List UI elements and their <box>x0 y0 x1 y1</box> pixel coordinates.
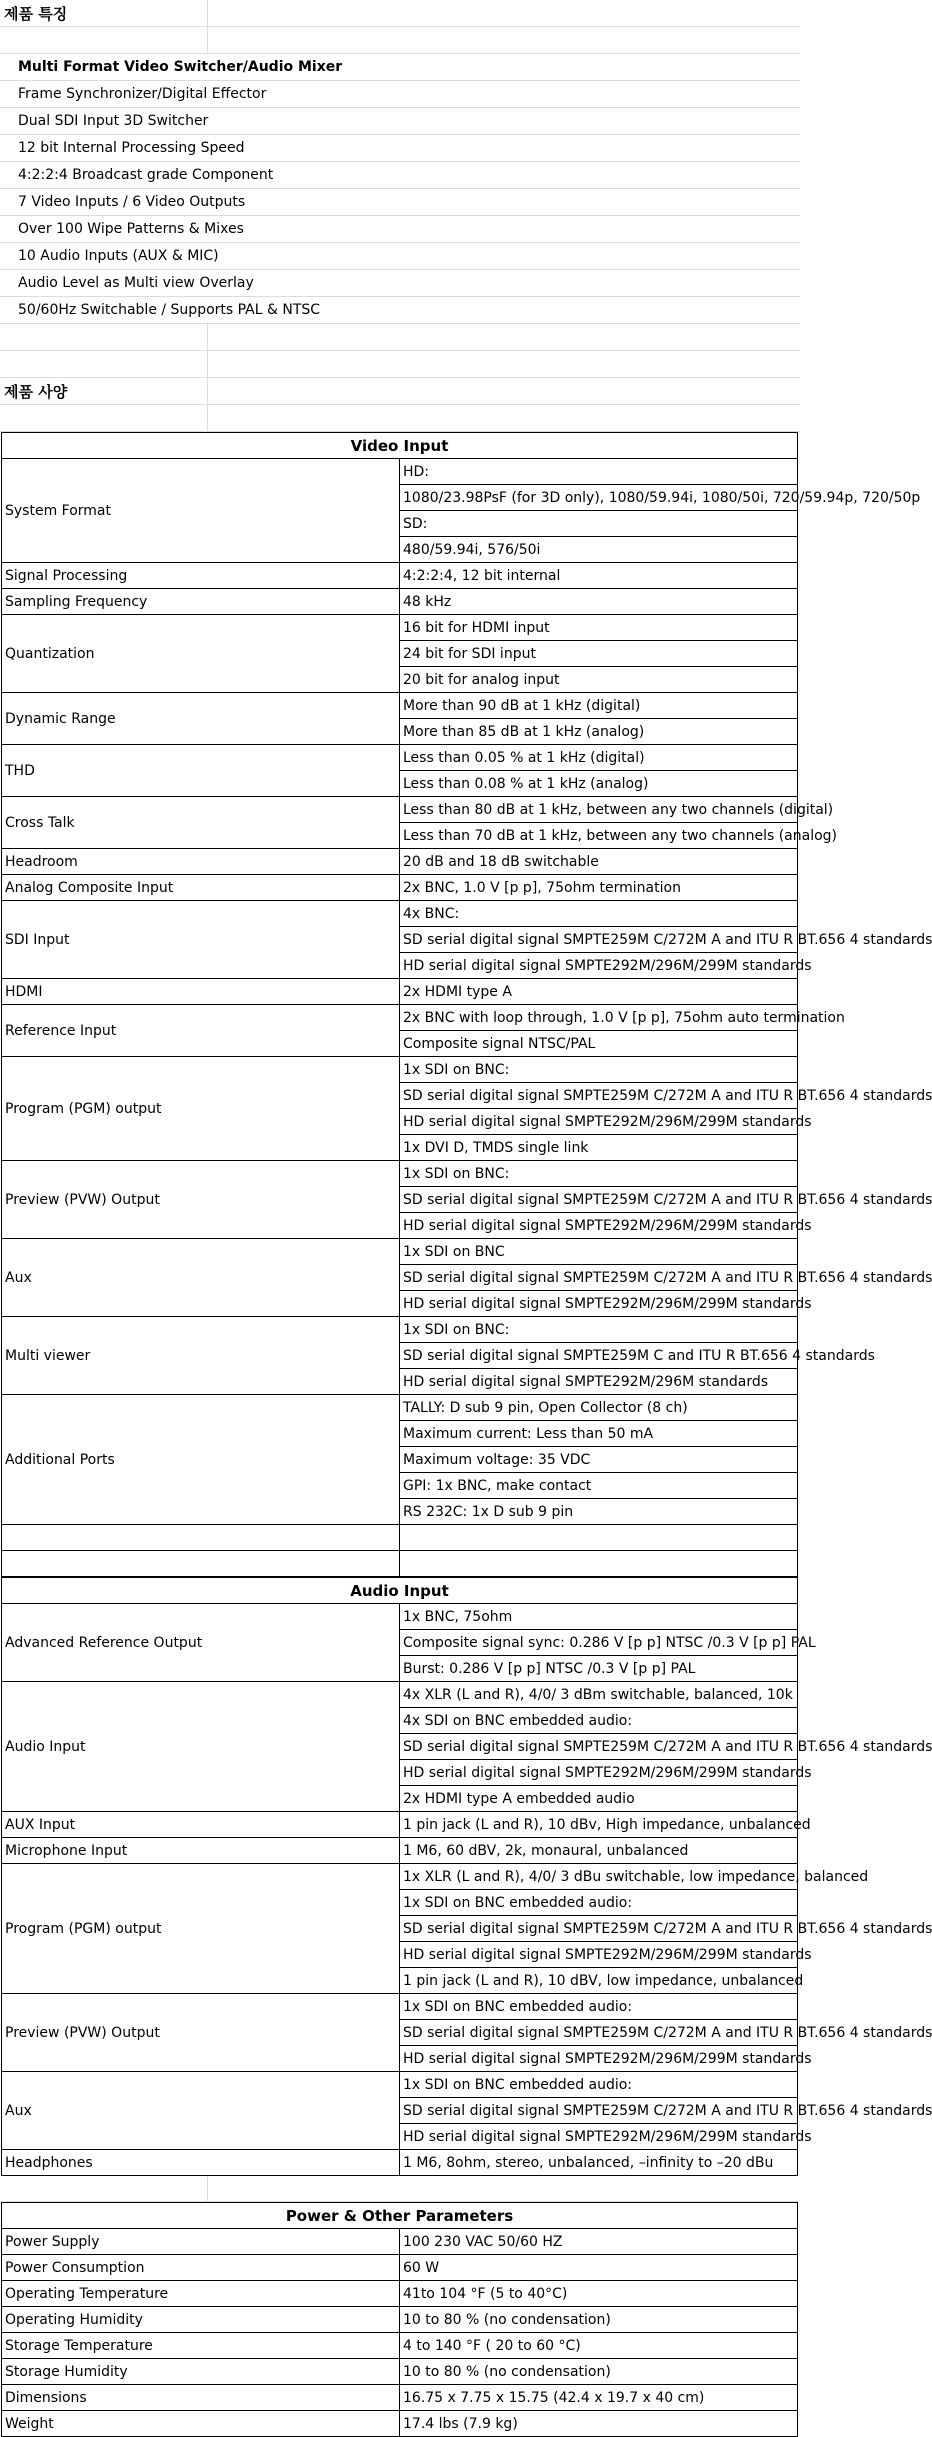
spec-row <box>2 2359 798 2385</box>
spec-value: 1x DVI D, TMDS single link <box>400 1135 798 1161</box>
spec-row <box>2 2072 798 2098</box>
spec-label: Signal Processing <box>2 563 400 589</box>
spec-row <box>2 693 798 719</box>
feature-item-blank <box>208 108 801 135</box>
features-spacer-text <box>0 405 208 432</box>
features-title-text: 제품 특징 <box>0 0 208 27</box>
features-spacer-blank <box>208 351 801 378</box>
spec-value: Less than 80 dB at 1 kHz, between any two channels (digital) <box>400 797 798 823</box>
spec-value: Less than 70 dB at 1 kHz, between any two channels (analog) <box>400 823 798 849</box>
features-spacer <box>0 324 800 351</box>
spec-row <box>2 2281 798 2307</box>
spec-value: 4x BNC: <box>400 901 798 927</box>
feature-item-text: Over 100 Wipe Patterns & Mixes <box>0 216 208 243</box>
spec-label: Additional Ports <box>2 1395 400 1525</box>
spec-value: HD serial digital signal SMPTE292M/296M/299M standards <box>400 2046 798 2072</box>
features-spacer-blank <box>208 27 801 54</box>
feature-item-blank <box>208 216 801 243</box>
spec-value: 1 M6, 60 dBV, 2k, monaural, unbalanced <box>400 1838 798 1864</box>
feature-item-text: Frame Synchronizer/Digital Effector <box>0 81 208 108</box>
spec-label: Dynamic Range <box>2 693 400 745</box>
spec-value: 1x SDI on BNC: <box>400 1317 798 1343</box>
spec-value: 10 to 80 % (no condensation) <box>400 2307 798 2333</box>
spec-value: SD serial digital signal SMPTE259M C/272M A and ITU R BT.656 4 standards <box>400 2020 798 2046</box>
spec-value: SD serial digital signal SMPTE259M C/272M A and ITU R BT.656 4 standards <box>400 927 798 953</box>
spec-value: Less than 0.08 % at 1 kHz (analog) <box>400 771 798 797</box>
blank-row <box>2 1551 798 1577</box>
spec-value: 4x SDI on BNC embedded audio: <box>400 1708 798 1734</box>
video-input-table <box>1 432 932 1577</box>
spec-row <box>2 875 798 901</box>
spec-value: 2x HDMI type A embedded audio <box>400 1786 798 1812</box>
spec-row <box>2 979 798 1005</box>
spec-value: 1x XLR (L and R), 4/0/ 3 dBu switchable, low impedance, balanced <box>400 1864 798 1890</box>
spec-row <box>2 615 798 641</box>
feature-item <box>0 297 800 324</box>
spec-value: Composite signal sync: 0.286 V [p p] NTSC /0.3 V [p p] PAL <box>400 1630 798 1656</box>
spec-value: 4 to 140 °F ( 20 to 60 °C) <box>400 2333 798 2359</box>
spec-label: System Format <box>2 459 400 563</box>
spec-value: Maximum voltage: 35 VDC <box>400 1447 798 1473</box>
spec-value: Burst: 0.286 V [p p] NTSC /0.3 V [p p] PAL <box>400 1656 798 1682</box>
feature-item <box>0 54 800 81</box>
spec-value: HD serial digital signal SMPTE292M/296M standards <box>400 1369 798 1395</box>
spec-label: Quantization <box>2 615 400 693</box>
feature-item <box>0 270 800 297</box>
audio_input-heading: Audio Input <box>2 1578 798 1604</box>
features-spacer-blank <box>208 324 801 351</box>
spec-label: Headroom <box>2 849 400 875</box>
spec-label: Aux <box>2 1239 400 1317</box>
features-spacer-text <box>0 27 208 54</box>
spec-value: GPI: 1x BNC, make contact <box>400 1473 798 1499</box>
feature-item <box>0 162 800 189</box>
spec-value: 100 230 VAC 50/60 HZ <box>400 2229 798 2255</box>
blank-cell <box>2 1525 400 1551</box>
spacer-table <box>0 2176 800 2202</box>
spec-label: Reference Input <box>2 1005 400 1057</box>
spec-value: Less than 0.05 % at 1 kHz (digital) <box>400 745 798 771</box>
feature-item-text: 12 bit Internal Processing Speed <box>0 135 208 162</box>
spec-value: 17.4 lbs (7.9 kg) <box>400 2411 798 2437</box>
specs-title-blank <box>208 378 801 405</box>
spec-row <box>2 1317 798 1343</box>
spec-label: SDI Input <box>2 901 400 979</box>
spec-label: Program (PGM) output <box>2 1864 400 1994</box>
spec-label: THD <box>2 745 400 797</box>
feature-item <box>0 216 800 243</box>
feature-item-blank <box>208 81 801 108</box>
spec-label: Preview (PVW) Output <box>2 1994 400 2072</box>
feature-item <box>0 243 800 270</box>
spec-row <box>2 2255 798 2281</box>
spec-value: SD serial digital signal SMPTE259M C/272M A and ITU R BT.656 4 standards <box>400 1083 798 1109</box>
spec-row <box>2 2307 798 2333</box>
spec-label: Sampling Frequency <box>2 589 400 615</box>
spec-row <box>2 2333 798 2359</box>
spec-row <box>2 1395 798 1421</box>
features-spacer-text <box>0 324 208 351</box>
spec-value: 16 bit for HDMI input <box>400 615 798 641</box>
spec-label: Weight <box>2 2411 400 2437</box>
spec-row <box>2 1682 798 1708</box>
power-heading-row <box>2 2203 798 2229</box>
features-spacer-blank <box>208 405 801 432</box>
spec-value: 24 bit for SDI input <box>400 641 798 667</box>
video_input-heading: Video Input <box>2 433 798 459</box>
spec-value: 4x XLR (L and R), 4/0/ 3 dBm switchable, balanced, 10k <box>400 1682 798 1708</box>
feature-item <box>0 189 800 216</box>
spec-row <box>2 849 798 875</box>
spec-value: 2x BNC, 1.0 V [p p], 75ohm termination <box>400 875 798 901</box>
feature-item-text: 7 Video Inputs / 6 Video Outputs <box>0 189 208 216</box>
spec-value: HD serial digital signal SMPTE292M/296M/299M standards <box>400 953 798 979</box>
spec-row <box>2 745 798 771</box>
spec-value: 480/59.94i, 576/50i <box>400 537 798 563</box>
feature-item-text: 10 Audio Inputs (AUX & MIC) <box>0 243 208 270</box>
feature-item-text: Multi Format Video Switcher/Audio Mixer <box>0 54 208 81</box>
features-spacer <box>0 27 800 54</box>
spec-value: More than 90 dB at 1 kHz (digital) <box>400 693 798 719</box>
spec-value: 1x SDI on BNC embedded audio: <box>400 1890 798 1916</box>
spec-value: SD serial digital signal SMPTE259M C/272M A and ITU R BT.656 4 standards <box>400 1734 798 1760</box>
spec-value: 48 kHz <box>400 589 798 615</box>
specs-title-text: 제품 사양 <box>0 378 208 405</box>
spec-label: Operating Temperature <box>2 2281 400 2307</box>
spec-row <box>2 459 798 485</box>
features-spacer <box>0 405 800 432</box>
spec-row <box>2 1604 798 1630</box>
spec-value: TALLY: D sub 9 pin, Open Collector (8 ch) <box>400 1395 798 1421</box>
spec-value: SD serial digital signal SMPTE259M C and ITU R BT.656 4 standards <box>400 1343 798 1369</box>
spec-value: 20 bit for analog input <box>400 667 798 693</box>
feature-item-blank <box>208 135 801 162</box>
spec-label: Power Consumption <box>2 2255 400 2281</box>
blank-cell <box>400 1525 798 1551</box>
spec-value: Composite signal NTSC/PAL <box>400 1031 798 1057</box>
features-title-blank <box>208 0 801 27</box>
spec-value: More than 85 dB at 1 kHz (analog) <box>400 719 798 745</box>
spec-value: HD serial digital signal SMPTE292M/296M/299M standards <box>400 1213 798 1239</box>
spec-value: Maximum current: Less than 50 mA <box>400 1421 798 1447</box>
spec-row <box>2 797 798 823</box>
spec-row <box>2 2411 798 2437</box>
spec-value: 1x SDI on BNC: <box>400 1057 798 1083</box>
feature-item-text: 50/60Hz Switchable / Supports PAL & NTSC <box>0 297 208 324</box>
feature-item-blank <box>208 270 801 297</box>
spec-row <box>2 1005 798 1031</box>
features-table <box>0 0 800 432</box>
spec-value: SD serial digital signal SMPTE259M C/272M A and ITU R BT.656 4 standards <box>400 1187 798 1213</box>
feature-item-text: 4:2:2:4 Broadcast grade Component <box>0 162 208 189</box>
power-table <box>1 2202 798 2437</box>
blank-cell <box>2 1551 400 1577</box>
spec-value: 20 dB and 18 dB switchable <box>400 849 798 875</box>
spec-label: Audio Input <box>2 1682 400 1812</box>
spec-label: HDMI <box>2 979 400 1005</box>
spec-row <box>2 901 798 927</box>
spec-value: 10 to 80 % (no condensation) <box>400 2359 798 2385</box>
spec-label: Preview (PVW) Output <box>2 1161 400 1239</box>
spec-value: HD serial digital signal SMPTE292M/296M/299M standards <box>400 2124 798 2150</box>
spec-row <box>2 1161 798 1187</box>
spec-value: 1x SDI on BNC embedded audio: <box>400 2072 798 2098</box>
spec-row <box>2 1239 798 1265</box>
spec-label: Multi viewer <box>2 1317 400 1395</box>
spec-value: SD serial digital signal SMPTE259M C/272M A and ITU R BT.656 4 standards <box>400 1265 798 1291</box>
spec-label: Advanced Reference Output <box>2 1604 400 1682</box>
spec-row <box>2 1864 798 1890</box>
spec-value: SD serial digital signal SMPTE259M C/272M A and ITU R BT.656 4 standards <box>400 2098 798 2124</box>
power-heading: Power & Other Parameters <box>2 2203 798 2229</box>
spec-value: SD: <box>400 511 798 537</box>
spec-label: Storage Humidity <box>2 2359 400 2385</box>
features-title <box>0 0 800 27</box>
spec-row <box>2 2385 798 2411</box>
feature-item-blank <box>208 189 801 216</box>
spec-value: 4:2:2:4, 12 bit internal <box>400 563 798 589</box>
video_input-heading-row <box>2 433 798 459</box>
spec-value: 1 pin jack (L and R), 10 dBV, low impedance, unbalanced <box>400 1968 798 1994</box>
spec-value: 1x BNC, 75ohm <box>400 1604 798 1630</box>
spec-label: Dimensions <box>2 2385 400 2411</box>
spec-value: 2x BNC with loop through, 1.0 V [p p], 75ohm auto termination <box>400 1005 798 1031</box>
spec-value: 1 pin jack (L and R), 10 dBv, High impedance, unbalanced <box>400 1812 798 1838</box>
spec-value: 41to 104 °F (5 to 40°C) <box>400 2281 798 2307</box>
features-spacer-text <box>0 351 208 378</box>
spec-row <box>2 1994 798 2020</box>
feature-item-text: Audio Level as Multi view Overlay <box>0 270 208 297</box>
spec-label: Cross Talk <box>2 797 400 849</box>
feature-item <box>0 108 800 135</box>
spec-label: Analog Composite Input <box>2 875 400 901</box>
spec-value: HD serial digital signal SMPTE292M/296M/299M standards <box>400 1291 798 1317</box>
spec-value: 60 W <box>400 2255 798 2281</box>
feature-item-blank <box>208 162 801 189</box>
blank-cell <box>400 1551 798 1577</box>
spec-label: Program (PGM) output <box>2 1057 400 1161</box>
spec-label: Power Supply <box>2 2229 400 2255</box>
spec-value: RS 232C: 1x D sub 9 pin <box>400 1499 798 1525</box>
spec-label: Aux <box>2 2072 400 2150</box>
features-spacer <box>0 351 800 378</box>
spec-row <box>2 1838 798 1864</box>
feature-item-blank <box>208 243 801 270</box>
spec-value: 2x HDMI type A <box>400 979 798 1005</box>
spec-value: 1x SDI on BNC embedded audio: <box>400 1994 798 2020</box>
spec-value: HD: <box>400 459 798 485</box>
spec-row <box>2 2229 798 2255</box>
spec-value: 1080/23.98PsF (for 3D only), 1080/59.94i, 1080/50i, 720/59.94p, 720/50p <box>400 485 798 511</box>
spec-label: Microphone Input <box>2 1838 400 1864</box>
spec-row <box>2 1057 798 1083</box>
audio-input-table <box>1 1577 932 2176</box>
feature-item-text: Dual SDI Input 3D Switcher <box>0 108 208 135</box>
audio_input-heading-row <box>2 1578 798 1604</box>
spec-value: HD serial digital signal SMPTE292M/296M/299M standards <box>400 1942 798 1968</box>
spec-value: 1 M6, 8ohm, stereo, unbalanced, –infinity to –20 dBu <box>400 2150 798 2176</box>
spec-value: SD serial digital signal SMPTE259M C/272M A and ITU R BT.656 4 standards <box>400 1916 798 1942</box>
spec-value: HD serial digital signal SMPTE292M/296M/299M standards <box>400 1109 798 1135</box>
spec-value: HD serial digital signal SMPTE292M/296M/299M standards <box>400 1760 798 1786</box>
spec-label: Storage Temperature <box>2 2333 400 2359</box>
feature-item <box>0 135 800 162</box>
feature-item <box>0 81 800 108</box>
spec-row <box>2 563 798 589</box>
spec-value: 16.75 x 7.75 x 15.75 (42.4 x 19.7 x 40 cm) <box>400 2385 798 2411</box>
spec-label: Headphones <box>2 2150 400 2176</box>
spec-row <box>2 2150 798 2176</box>
spec-value: 1x SDI on BNC: <box>400 1161 798 1187</box>
specs-title <box>0 378 800 405</box>
spec-value: 1x SDI on BNC <box>400 1239 798 1265</box>
spec-row <box>2 589 798 615</box>
spec-label: Operating Humidity <box>2 2307 400 2333</box>
blank-row <box>2 1525 798 1551</box>
spec-row <box>2 1812 798 1838</box>
spec-label: AUX Input <box>2 1812 400 1838</box>
